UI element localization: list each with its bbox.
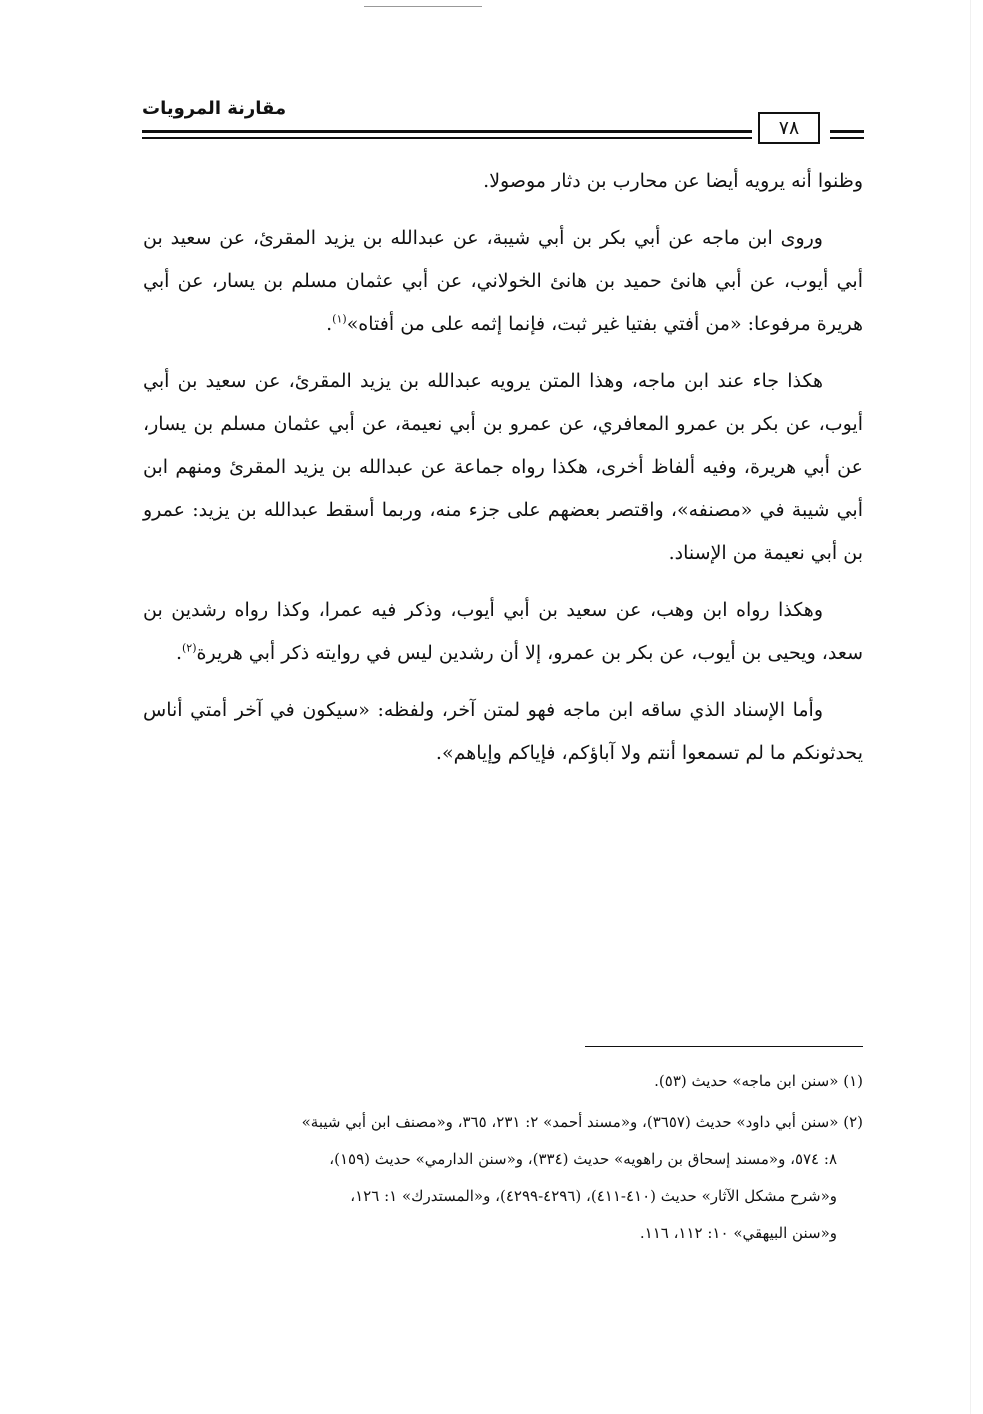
footnotes (143, 1063, 863, 1256)
scan-edge (970, 0, 971, 1414)
scan-top-mark (364, 6, 482, 7)
paragraph-5-text: وأما الإسناد الذي ساقه ابن ماجه فهو لمتن آخر، ولفظه: «سيكون في آخر أمتي أناس يحدثونكم ما لم تسمعوا أنتم ولا آباؤكم، فإياكم وإياهم». (143, 699, 863, 764)
paragraph-2: وروى ابن ماجه عن أبي بكر بن أبي شيبة، عن عبدالله بن يزيد المقرئ، عن سعيد بن أبي أيوب، عن أبي هانئ حميد بن هانئ الخولاني، عن أبي عثمان مسلم بن يسار، عن أبي هريرة مرفوعا: «من أفتي بفتيا غير ثبت، فإنما إثمه على من أفتاه»$^{(١)}$. (143, 227, 863, 335)
paragraph-5 (143, 689, 863, 775)
paragraph-3-text: هكذا جاء عند ابن ماجه، وهذا المتن يرويه عبدالله بن يزيد المقرئ، عن سعيد بن أبي أيوب، عن بكر بن عمرو المعافري، عن عمرو بن أبي نعيمة، عن أبي عثمان مسلم بن يسار، عن أبي هريرة، وفيه ألفاظ أخرى، هكذا رواه جماعة عن عبدالله بن يزيد المقرئ ومنهم ابن أبي شيبة في «مصنفه»، واقتصر بعضهم على جزء منه، وربما أسقط عبدالله بن يزيد: عمرو بن أبي نعيمة من الإسناد. (143, 370, 863, 564)
page-number: ٧٨ (758, 112, 820, 144)
footnote-ref-2: (٢) (181, 641, 197, 655)
paragraph-1-text: وظنوا أنه يرويه أيضا عن محارب بن دثار موصولا. (483, 170, 863, 192)
footnote-2-line-1: «سنن أبي داود» حديث (٣٦٥٧)، و«مسند أحمد» ٢: ٢٣١، ٣٦٥، و«مصنف ابن أبي شيبة» (301, 1113, 839, 1131)
main-text (143, 160, 863, 789)
paragraph-1 (143, 160, 863, 203)
footnote-1-text: سنن ابن ماجه» حديث (٥٣). (654, 1072, 830, 1090)
paragraph-4: وهكذا رواه ابن وهب، عن سعيد بن أبي أيوب، وذكر فيه عمرا، وكذا رواه رشدين بن سعد، ويحيى بن أيوب، عن بكر بن عمرو، إلا أن رشدين ليس في روايته ذكر أبي هريرة$^{(٢)}$. (143, 599, 863, 664)
header-rule-bottom (142, 137, 752, 139)
footnote-2 (143, 1104, 863, 1252)
footnote-2-line-3: و«شرح مشكل الآثار» حديث (٤١٠-٤١١)، (٤٢٩٦-٤٢٩٩)، و«المستدرك» ١: ١٢٦، (350, 1187, 837, 1205)
header-rule-right-top (830, 130, 864, 133)
footnote-ref-1: (١) (332, 312, 347, 326)
footnote-2-marker: (٢) (843, 1113, 863, 1131)
header-rule-top (142, 130, 752, 133)
footnote-divider (585, 1046, 863, 1047)
book-title: مقارنة المرويات (142, 98, 287, 119)
page-header (142, 86, 864, 144)
footnote-1: (١) «سنن ابن ماجه» حديث (٥٣). (654, 1072, 863, 1090)
paragraph-3 (143, 360, 863, 575)
footnote-2-line-2: ٨: ٥٧٤، و«مسند إسحاق بن راهويه» حديث (٣٣٤)، و«سنن الدارمي» حديث (١٥٩)، (329, 1150, 837, 1168)
paragraph-2-text: وروى ابن ماجه عن أبي بكر بن أبي شيبة، عن عبدالله بن يزيد المقرئ، عن سعيد بن أبي أيوب، عن أبي هانئ حميد بن هانئ الخولاني، عن أبي عثمان مسلم بن يسار، عن أبي هريرة مرفوعا: «من أفتي بفتيا غير ثبت، فإنما إثمه على من أفتاه» (143, 227, 863, 335)
paragraph-4-text: وهكذا رواه ابن وهب، عن سعيد بن أبي أيوب، وذكر فيه عمرا، وكذا رواه رشدين بن سعد، ويحيى بن أيوب، عن بكر بن عمرو، إلا أن رشدين ليس في روايته ذكر أبي هريرة (143, 599, 863, 664)
header-rule-right-bottom (830, 137, 864, 139)
footnote-1-marker: (١) (843, 1072, 863, 1090)
footnote-2-line-4: و«سنن البيهقي» ١٠: ١١٢، ١١٦. (639, 1224, 837, 1242)
